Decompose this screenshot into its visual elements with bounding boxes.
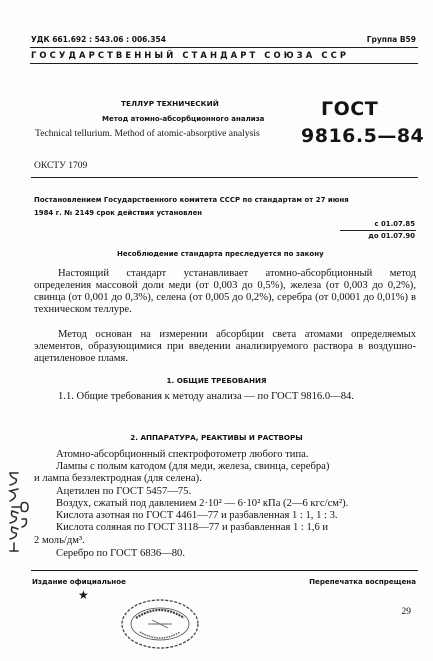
decree-line-1: Постановлением Государственного комитета СССР по стандартам от 27 июня: [34, 196, 349, 204]
group-code: Группа В59: [366, 35, 416, 44]
list-item: Кислота соляная по ГОСТ 3118—77 и разбавленная 1 : 1,6 и: [56, 522, 329, 533]
footer-rule: [31, 570, 418, 571]
decree-from-date: с 01.07.85: [374, 220, 415, 228]
list-item: Воздух, сжатый под давлением 2·10² — 6·10² кПа (2—6 кгс/см²).: [56, 498, 349, 509]
star-icon: ★: [78, 588, 89, 602]
udk-code: УДК 661.692 : 543.06 : 006.354: [31, 35, 166, 44]
list-item: Серебро по ГОСТ 6836—80.: [56, 548, 185, 559]
gost-label: ГОСТ: [321, 98, 379, 120]
reprint-forbidden: Перепечатка воспрещена: [309, 577, 416, 586]
page-number: 29: [401, 607, 411, 617]
standard-banner: ГОСУДАРСТВЕННЫЙ СТАНДАРТ СОЮЗА ССР: [31, 50, 350, 60]
gost-number: 9816.5—84: [301, 125, 425, 147]
intro-paragraph-2: Метод основан на измерении абсорбции света атомами определяемых элементов, образующимися при введении анализируемого раствора в воздушно-ацетиленовое пламя.: [34, 329, 416, 365]
list-item: Кислота азотная по ГОСТ 4461—77 и разбавленная 1 : 1, 1 : 3.: [56, 510, 338, 521]
law-warning: Несоблюдение стандарта преследуется по закону: [117, 250, 324, 258]
list-item: Лампы с полым катодом (для меди, железа, свинца, серебра): [56, 461, 330, 472]
list-item: и лампа безэлектродная (для селена).: [34, 473, 202, 484]
section-2-heading: 2. АППАРАТУРА, РЕАКТИВЫ И РАСТВОРЫ: [130, 433, 303, 442]
list-item: Ацетилен по ГОСТ 5457—75.: [56, 486, 192, 497]
date-underline: [340, 230, 416, 231]
library-stamp: [118, 594, 202, 654]
decree-line-2: 1984 г. № 2149 срок действия установлен: [34, 209, 202, 217]
list-item: 2 моль/дм³.: [34, 535, 85, 546]
banner-rule: [30, 63, 418, 64]
title-en: Technical tellurium. Method of atomic-absorptive analysis: [35, 128, 260, 139]
list-item: Атомно-абсорбционный спектрофотометр любого типа.: [56, 449, 309, 460]
title-ru: ТЕЛЛУР ТЕХНИЧЕСКИЙ: [121, 99, 219, 108]
section-1-heading: 1. ОБЩИЕ ТРЕБОВАНИЯ: [166, 376, 267, 385]
edition-official: Издание официальное: [32, 577, 126, 586]
top-rule: [30, 47, 418, 48]
okstu-code: ОКСТУ 1709: [34, 161, 88, 171]
handwritten-margin-note: [4, 467, 30, 557]
intro-paragraph-1: Настоящий стандарт устанавливает атомно-абсорбционный метод определения массовой доли меди (от 0,003 до 0,5%), железа (от 0,003 до 0,2%), свинца (от 0,001 до 0,3%), селена (от 0,005 до 0,2%), серебра (от 0,0001 до 0,01%) в техническом теллуре.: [34, 268, 416, 316]
okstu-rule: [31, 177, 418, 178]
subtitle-ru: Метод атомно-абсорбционного анализа: [102, 115, 265, 123]
decree-to-date: до 01.07.90: [368, 232, 415, 240]
section-1-text: 1.1. Общие требования к методу анализа — по ГОСТ 9816.0—84.: [58, 391, 354, 402]
